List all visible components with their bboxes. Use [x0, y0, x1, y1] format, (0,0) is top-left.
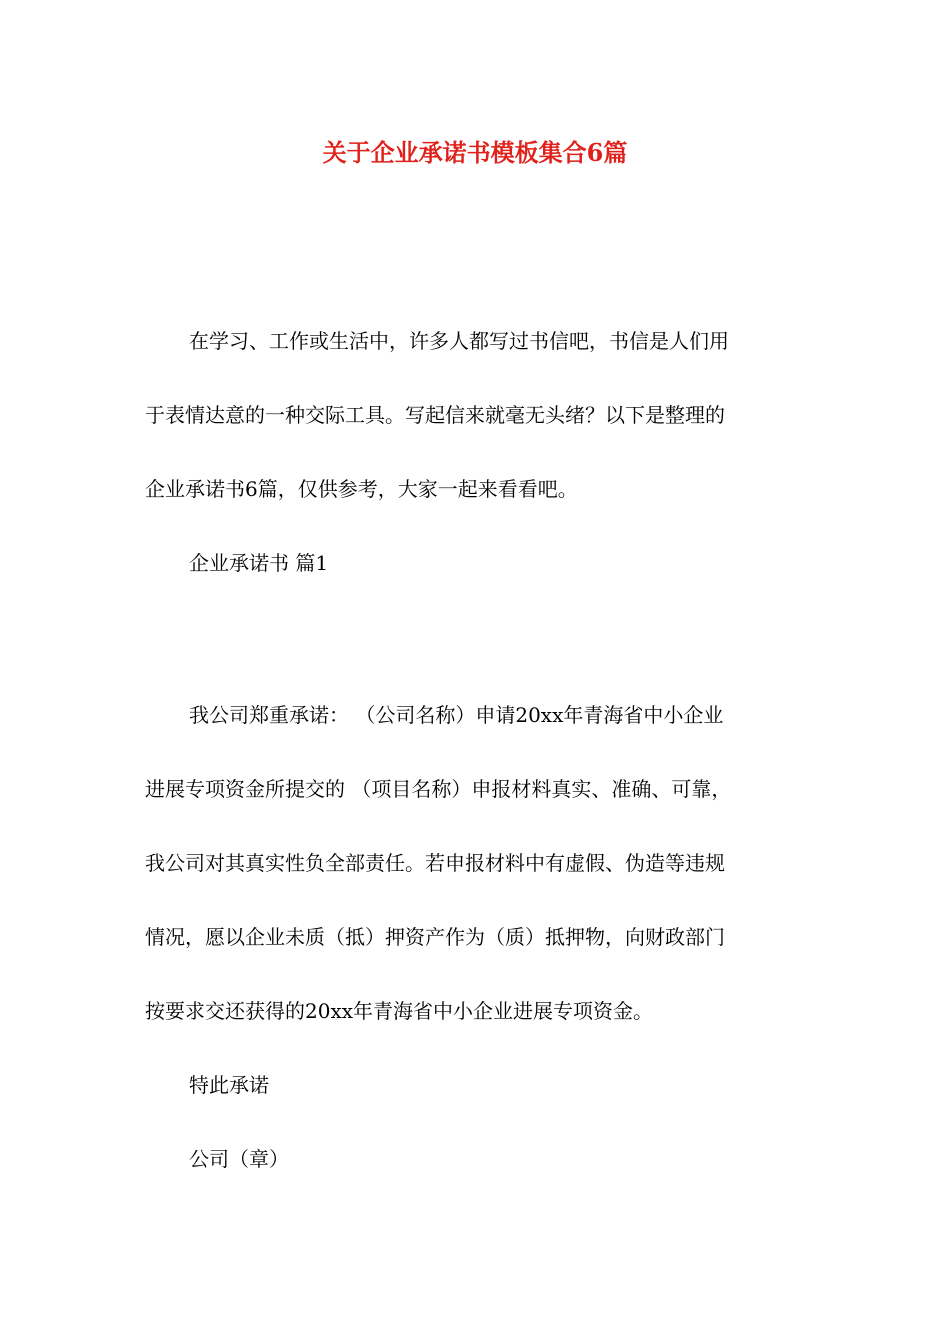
- document-title: 关于企业承诺书模板集合6篇: [322, 138, 628, 167]
- closing-text: 特此承诺: [189, 1073, 269, 1097]
- body-line-3: 我公司对其真实性负全部责任。若申报材料中有虚假、伪造等违规: [145, 851, 725, 875]
- body-line-1: 我公司郑重承诺： （公司名称）申请20xx年青海省中小企业: [189, 703, 724, 727]
- intro-line-2: 于表情达意的一种交际工具。写起信来就毫无头绪？以下是整理的: [145, 403, 725, 427]
- body-line-5: 按要求交还获得的20xx年青海省中小企业进展专项资金。: [145, 999, 654, 1023]
- intro-line-1: 在学习、工作或生活中，许多人都写过书信吧，书信是人们用: [189, 329, 729, 353]
- section-heading: 企业承诺书 篇1: [189, 551, 329, 575]
- body-line-4: 情况，愿以企业未质（抵）押资产作为（质）抵押物，向财政部门: [145, 925, 725, 949]
- intro-line-3: 企业承诺书6篇，仅供参考，大家一起来看看吧。: [145, 477, 578, 501]
- signature-text: 公司（章）: [189, 1147, 289, 1171]
- body-line-2: 进展专项资金所提交的 （项目名称）申报材料真实、准确、可靠，: [145, 777, 732, 801]
